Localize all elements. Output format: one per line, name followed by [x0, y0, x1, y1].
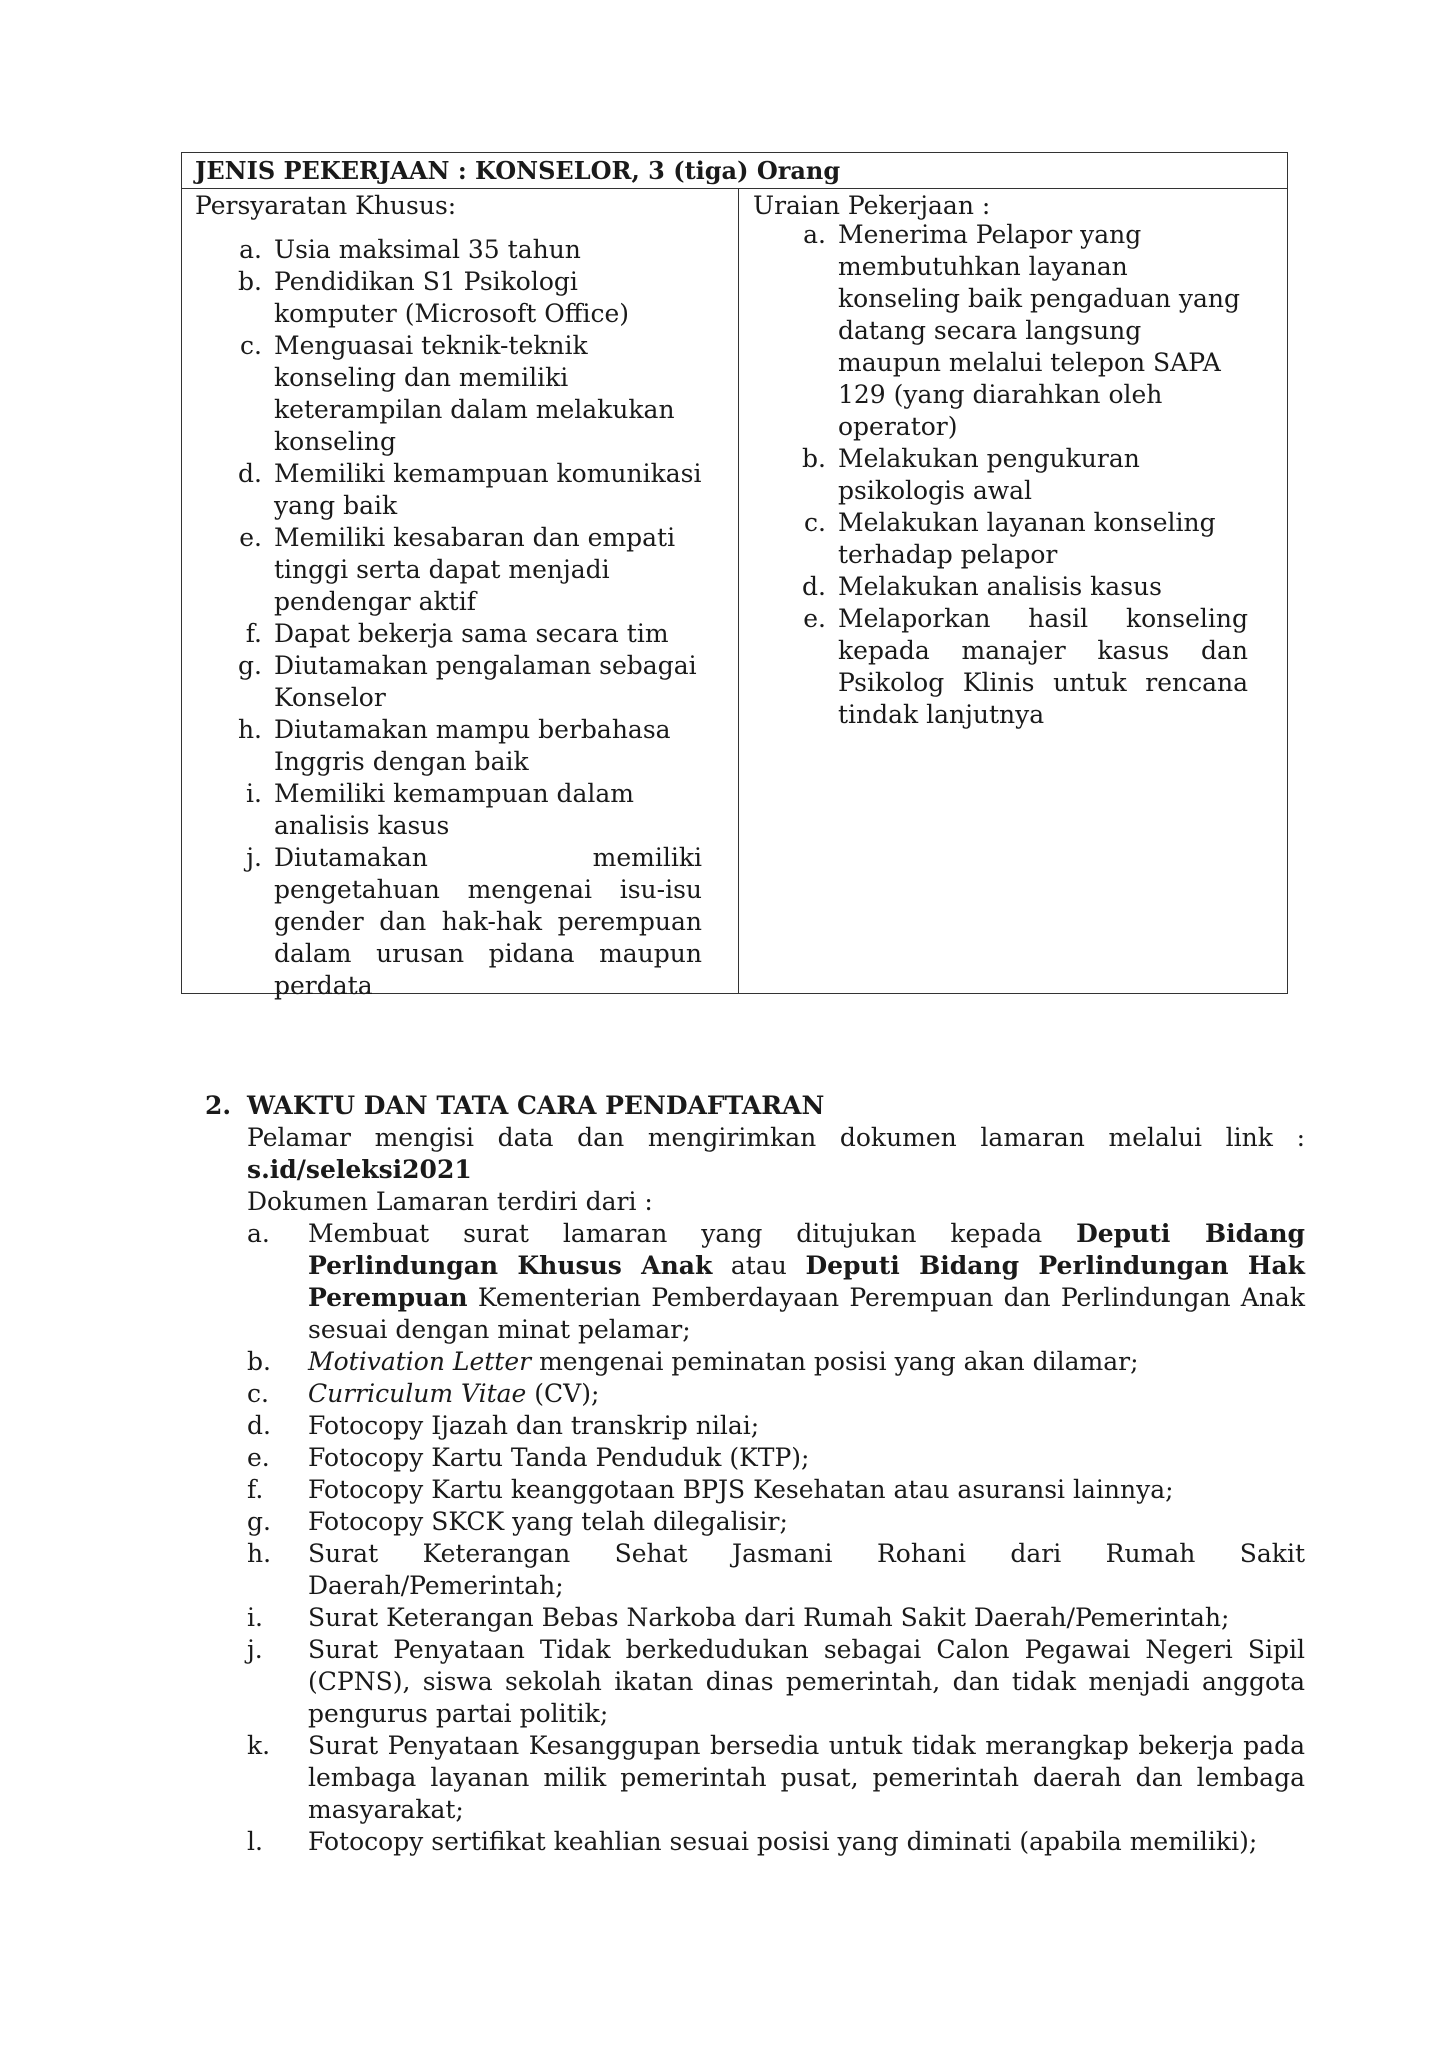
- list-item: a. Usia maksimal 35 tahun: [239, 235, 581, 264]
- job-requirements-table: [181, 152, 1288, 1000]
- list-item: d. Melakukan analisis kasus: [802, 572, 1162, 601]
- requirements-list: [230, 234, 702, 1002]
- list-item: h. Diutamakan mampu berbahasa Inggris dengan baik: [237, 715, 671, 776]
- list-item: i. Memiliki kemampuan dalam analisis kasus: [246, 779, 635, 840]
- registration-link[interactable]: s.id/seleksi2021: [247, 1155, 472, 1184]
- list-item: e. Memiliki kesabaran dan empati tinggi serta dapat menjadi pendengar aktif: [239, 523, 676, 616]
- list-item: d. Fotocopy Ijazah dan transkrip nilai;: [247, 1411, 760, 1440]
- list-item: g. Fotocopy SKCK yang telah dilegalisir;: [247, 1507, 788, 1536]
- job-description-list: [794, 219, 1248, 731]
- list-item: b. Pendidikan S1 Psikologi komputer (Microsoft Office): [238, 267, 630, 328]
- list-item: j. Surat Penyataan Tidak berkedudukan sebagai Calon Pegawai Negeri Sipil (CPNS), siswa sekolah ikatan dinas pemerintah, dan tidak menjadi anggota pengurus partai politik;: [247, 1635, 1305, 1728]
- list-item: c. Melakukan layanan konseling terhadap pelapor: [804, 508, 1216, 569]
- list-item: g. Diutamakan pengalaman sebagai Konselor: [238, 651, 697, 712]
- column-divider: [738, 189, 739, 993]
- list-item: b. Melakukan pengukuran psikologis awal: [802, 444, 1140, 505]
- list-item: e. Melaporkan hasil konseling kepada manajer kasus dan Psikolog Klinis untuk rencana tindak lanjutnya: [803, 604, 1248, 729]
- list-item: a. Menerima Pelapor yang membutuhkan layanan konseling baik pengaduan yang datang secara langsung maupun melalui telepon SAPA 129 (yang diarahkan oleh operator): [803, 220, 1240, 441]
- list-item: d. Memiliki kemampuan komunikasi yang baik: [238, 459, 702, 520]
- requirements-title: Persyaratan Khusus:: [195, 191, 457, 220]
- list-item: f. Dapat bekerja sama secara tim: [245, 619, 669, 648]
- list-item: l. Fotocopy sertifikat keahlian sesuai posisi yang diminati (apabila memiliki);: [247, 1827, 1258, 1856]
- registration-section: [205, 1090, 1305, 1858]
- list-item: c. Curriculum Vitae (CV);: [247, 1379, 600, 1408]
- section-intro: Pelamar mengisi data dan mengirimkan dokumen lamaran melalui link :: [247, 1123, 1305, 1152]
- table-header: JENIS PEKERJAAN : KONSELOR, 3 (tiga) Orang: [182, 153, 1287, 189]
- job-description-title: Uraian Pekerjaan :: [753, 191, 991, 220]
- list-item: k. Surat Penyataan Kesanggupan bersedia untuk tidak merangkap bekerja pada lembaga layanan milik pemerintah pusat, pemerintah daerah dan lembaga masyarakat;: [247, 1731, 1305, 1824]
- list-item: h. Surat Keterangan Sehat Jasmani Rohani dari Rumah Sakit Daerah/Pemerintah;: [247, 1539, 1305, 1600]
- list-item: j. Diutamakan memiliki pengetahuan mengenai isu-isu gender dan hak-hak perempuan dalam urusan pidana maupun perdata: [246, 843, 702, 1000]
- list-item: e. Fotocopy Kartu Tanda Penduduk (KTP);: [247, 1443, 810, 1472]
- list-item: a. Membuat surat lamaran yang ditujukan kepada Deputi Bidang Perlindungan Khusus Anak atau Deputi Bidang Perlindungan Hak Perempuan Kementerian Pemberdayaan Perempuan dan Perlindungan Anak sesuai dengan minat pelamar;: [247, 1219, 1305, 1344]
- documents-intro: Dokumen Lamaran terdiri dari :: [247, 1187, 653, 1216]
- documents-list: [205, 1218, 1305, 1858]
- list-item: c. Menguasai teknik-teknik konseling dan memiliki keterampilan dalam melakukan konseling: [240, 331, 675, 456]
- list-item: f. Fotocopy Kartu keanggotaan BPJS Kesehatan atau asuransi lainnya;: [247, 1475, 1174, 1504]
- list-item: b. Motivation Letter mengenai peminatan posisi yang akan dilamar;: [247, 1347, 1139, 1376]
- list-item: i. Surat Keterangan Bebas Narkoba dari Rumah Sakit Daerah/Pemerintah;: [247, 1603, 1230, 1632]
- section-heading: 2. WAKTU DAN TATA CARA PENDAFTARAN: [205, 1091, 825, 1120]
